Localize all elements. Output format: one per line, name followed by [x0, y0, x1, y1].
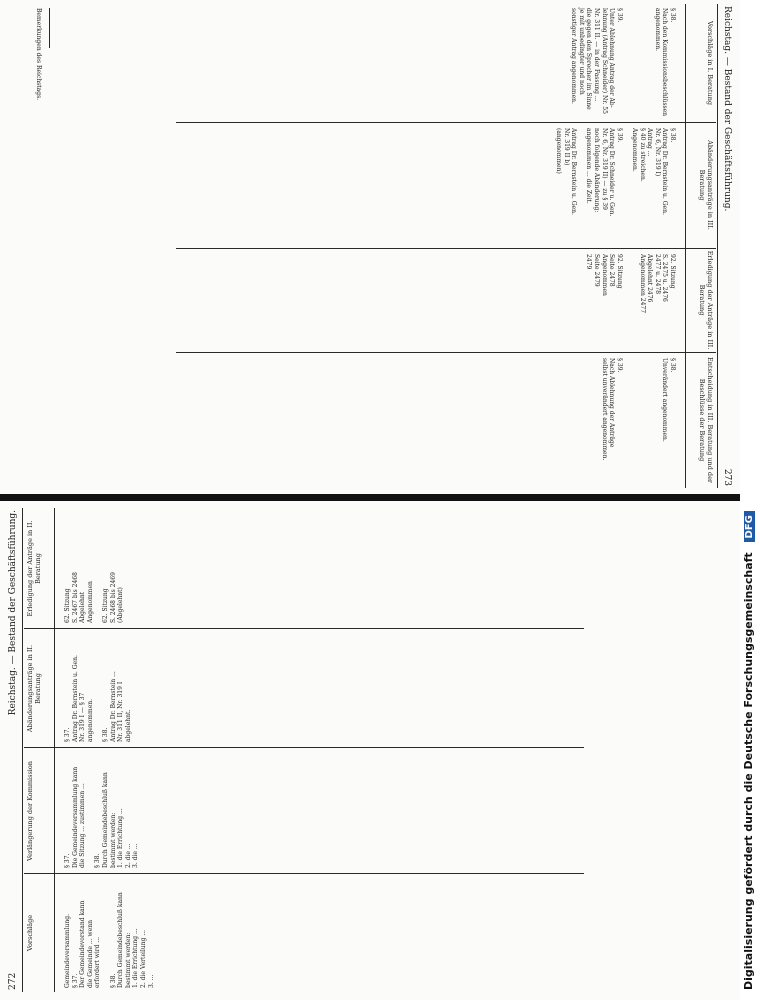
text-line: Angenommen. — [631, 128, 639, 172]
text-line: 3. ... — [147, 974, 155, 988]
bottom-col-4-text — [64, 572, 125, 623]
text-line: angenommen ... die Zeit. — [585, 128, 593, 204]
text-line: Durch Gemeindebeschluß kann — [101, 772, 109, 868]
text-line — [102, 892, 110, 988]
text-line: § 38. — [669, 8, 676, 23]
text-line: die Gemeinde ... wenn — [86, 920, 94, 988]
text-line — [577, 128, 585, 216]
text-line: Antrag Dr. Schneider u. Gen. — [608, 128, 616, 217]
text-line: Angenommen — [86, 581, 94, 623]
dfg-logo: DFG — [744, 511, 755, 542]
top-col-head-4: Entscheidung in III. Beratung und der Beschlüsse der Beratung — [698, 356, 714, 484]
text-line — [630, 8, 638, 116]
top-col-4-text — [600, 358, 676, 460]
page-separator — [0, 494, 740, 501]
text-line: § 38. — [101, 727, 109, 742]
header-rule — [717, 4, 718, 488]
top-footnote: Bemerkungen des Reichstags. — [35, 8, 42, 101]
text-line: § 39. — [615, 128, 623, 143]
text-line: Nr. 6, Nr. 319 II) — zu § 39 — [600, 128, 608, 210]
top-page — [0, 0, 740, 492]
text-line: S. 2475 u. 2476 — [661, 254, 669, 302]
text-line: Nr. 319 I — § 37 — [79, 692, 87, 742]
text-line: Durch Gemeindebeschluß kann — [117, 892, 125, 988]
text-line — [623, 358, 631, 460]
footnote-rule — [49, 8, 50, 48]
bottom-col-1-text — [64, 892, 155, 988]
text-line: 3. die ... — [132, 843, 140, 868]
text-line: S. 2467 bis 2468 — [71, 572, 79, 623]
text-line: Unter Ablehnung Antrag der Ab- — [608, 8, 616, 108]
text-line: 62. Sitzung — [101, 588, 109, 623]
text-line: § 38. — [94, 853, 102, 868]
text-line: die Sitzung ... zustimmen ... — [79, 783, 87, 868]
text-line: selbst unverändert angenommen. — [600, 358, 608, 461]
digitization-credit — [742, 10, 755, 990]
text-line: Abgelehnt 2476 — [646, 254, 654, 303]
text-line: je mit unbedingter und noch — [577, 8, 585, 95]
text-line: § 38. — [669, 128, 676, 143]
text-line — [646, 8, 654, 116]
top-col-1-text — [570, 8, 676, 116]
top-page-header-title: Reichstag. — Bestand der Geschäftsführung. — [722, 6, 732, 212]
text-line: Der Gemeindevorstand kann — [79, 900, 87, 988]
text-line: Gemeindeversammlung. — [64, 914, 71, 988]
top-page-header — [722, 6, 732, 486]
text-line: § 37. — [64, 727, 71, 742]
text-line — [630, 358, 638, 460]
text-line: S. 2468 bis 2469 — [109, 572, 117, 623]
text-line — [646, 358, 654, 460]
text-line — [653, 358, 661, 460]
column-divider — [176, 122, 716, 123]
text-line: Nr. 311 II, Nr. 319 I — [117, 681, 125, 742]
text-line: (Abgelehnt) — [117, 587, 125, 623]
text-line: 2. die Verteilung ... — [139, 929, 147, 988]
text-line: lehnung (Antrag Schneider) Nr. 55 — [600, 8, 608, 114]
top-col-2-text — [555, 128, 677, 216]
text-line — [623, 254, 631, 313]
text-line: § 38. — [669, 358, 676, 373]
column-head-rule — [685, 4, 686, 488]
text-line: Seite 2479 — [593, 254, 601, 287]
text-line: Antrag Dr. Bernstein u. Gen. — [661, 128, 669, 215]
digitization-credit-text: Digitalisierung gefördert durch die Deutsche Forschungsgemeinschaft — [742, 552, 755, 990]
text-line: Antrag Dr. Bernstein u. Gen. — [71, 655, 79, 742]
digitization-sidebar — [740, 0, 760, 1000]
bottom-col-head-4: Erledigung der Anträge in II. Beratung — [26, 520, 42, 617]
text-line — [623, 128, 631, 216]
text-line — [638, 8, 646, 116]
column-divider — [24, 628, 584, 629]
text-line: angenommen. — [86, 698, 94, 742]
top-col-head-3: Erledigung der Anträge in III. Beratung — [698, 250, 714, 350]
top-col-head-1: Vorschläge in I. Beratung — [706, 20, 714, 106]
text-line — [94, 655, 102, 742]
top-col-head-2: Abänderungsanträge in III. Beratung — [698, 140, 714, 230]
text-line: die gegen den Sprecher im Sinne — [585, 8, 593, 110]
text-line: (angenommen) — [555, 128, 563, 174]
column-divider — [176, 352, 716, 353]
text-line: noch folgende Abänderung: — [593, 128, 601, 213]
text-line: Nach Ablehnung der Anträge — [608, 358, 616, 448]
bottom-col-3-text — [64, 655, 132, 742]
text-line: sonstiger Antrag angenommen. — [570, 8, 578, 104]
column-head-rule — [54, 508, 55, 992]
text-line: bestimmt werden: — [109, 812, 117, 868]
text-line: bestimmt werden: — [124, 932, 132, 988]
column-divider — [176, 248, 716, 249]
column-divider — [24, 747, 584, 748]
header-rule — [22, 508, 23, 992]
text-line: § 39. — [615, 358, 623, 373]
text-line: 92. Sitzung — [669, 254, 676, 289]
top-page-region — [0, 0, 740, 492]
top-col-3-text — [585, 254, 676, 313]
text-line — [630, 254, 638, 313]
text-line: Nach den Kommissionsbeschlüssen — [661, 8, 669, 117]
text-line: Nr. 6, Nr. 319 I) — [653, 128, 661, 177]
bottom-page-region — [0, 504, 740, 996]
text-line: angenommen. — [653, 8, 661, 52]
text-line: Nr. 319 II b) — [562, 128, 570, 166]
text-line: § 39. — [615, 8, 623, 23]
bottom-page — [0, 504, 740, 996]
text-line: erfordert wird ... — [94, 936, 102, 988]
text-line: 1. die Errichtung ... — [132, 928, 140, 988]
bottom-col-2-text — [64, 767, 140, 868]
text-line: § 37. — [64, 853, 71, 868]
text-line — [87, 767, 95, 868]
text-line: Die Gemeindeversammlung kann — [71, 766, 79, 868]
bottom-page-header-title: Reichstag. — Bestand der Geschäftsführung. — [8, 510, 18, 716]
text-line — [623, 8, 631, 116]
bottom-page-header — [8, 510, 18, 990]
text-line — [638, 358, 646, 460]
bottom-page-number: 272 — [8, 972, 18, 990]
text-line: Nr. 311 II. — in der Fassung ... — [593, 8, 601, 102]
text-line: Seite 2478 — [608, 254, 616, 287]
text-line: 62. Sitzung — [64, 588, 71, 623]
text-line: 92. Sitzung — [615, 254, 623, 289]
top-page-number: 273 — [722, 468, 732, 486]
text-line: § 40 zu streichen. — [638, 128, 646, 182]
text-line: Abgelehnt — [79, 591, 87, 623]
text-line: Angenommen 2477 — [638, 254, 646, 314]
text-line: 2477 u. 2478 — [653, 254, 661, 295]
text-line: § 37. — [71, 973, 79, 988]
bottom-col-head-2: Verlängerung der Kommission — [26, 761, 34, 861]
text-line: Unverändert angenommen. — [661, 358, 669, 442]
text-line: 2479 — [585, 254, 593, 270]
text-line: Antrag Dr. Bernstein u. Gen. — [570, 128, 578, 215]
column-divider — [24, 873, 584, 874]
text-line: 1. die Errichtung ... — [117, 808, 125, 868]
text-line: Angenommen — [600, 254, 608, 296]
text-line: Antrag ... — [646, 128, 654, 157]
text-line: 2. die ... — [124, 843, 132, 868]
text-line: Antrag Dr. Bernstein ... — [109, 671, 117, 742]
text-line: abgelehnt. — [124, 709, 132, 742]
text-line — [94, 572, 102, 623]
bottom-col-head-3: Abänderungsanträge in II. Beratung — [26, 644, 42, 733]
bottom-col-head-1: Vorschläge — [26, 914, 34, 952]
text-line: § 38. — [109, 973, 117, 988]
